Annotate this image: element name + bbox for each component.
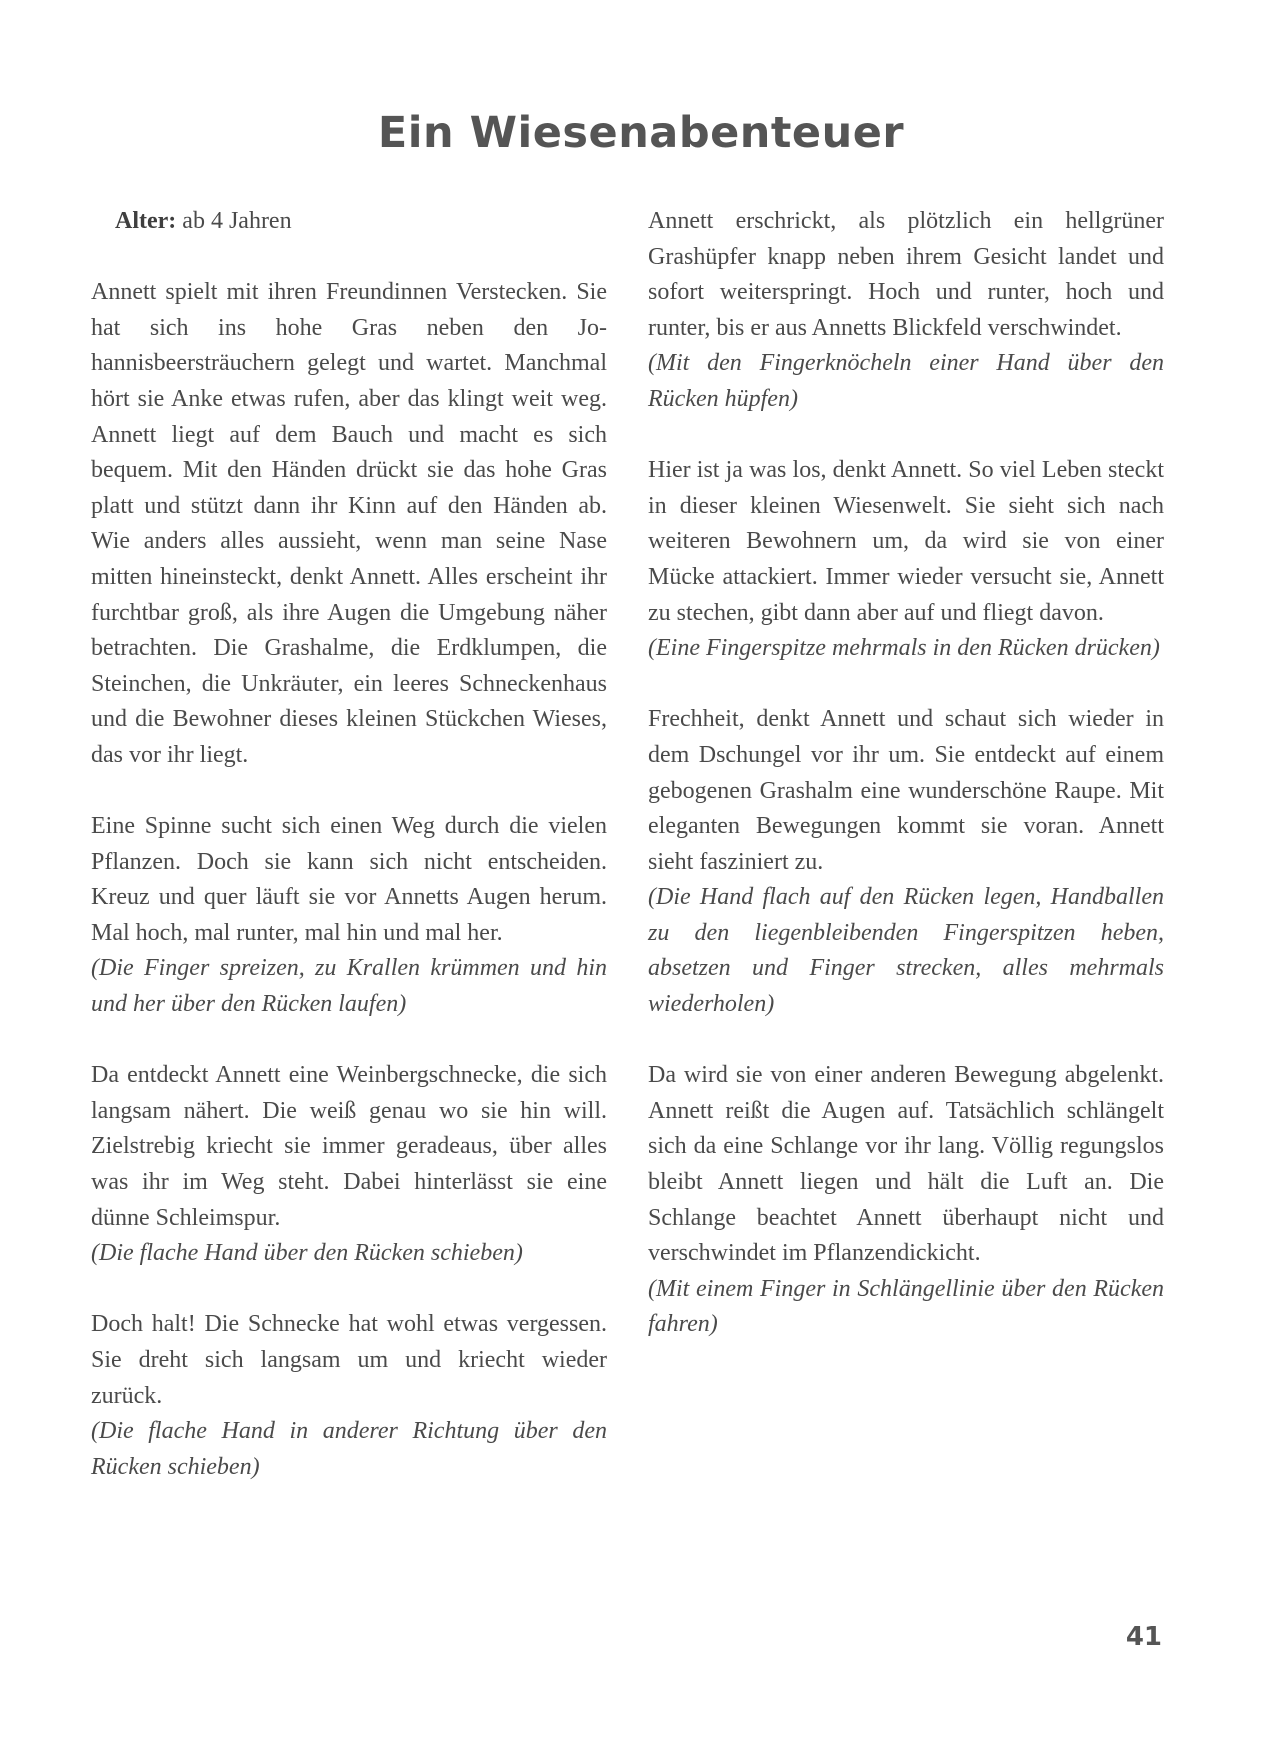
story-paragraph bbox=[648, 204, 1164, 418]
massage-instruction: (Mit den Fingerknöcheln einer Hand über den Rücken hüpfen) bbox=[648, 350, 1164, 412]
age-line bbox=[115, 204, 607, 240]
story-text: Doch halt! Die Schnecke hat wohl etwas vergessen. Sie dreht sich langsam um und kriecht wieder zurück. bbox=[91, 1311, 607, 1409]
story-paragraph bbox=[648, 453, 1164, 667]
massage-instruction: (Mit einem Finger in Schlängellinie über den Rücken fahren) bbox=[648, 1275, 1164, 1338]
story-paragraph bbox=[648, 1058, 1164, 1343]
story-text: Frechheit, denkt Annett und schaut sich wieder in dem Dschungel vor ihr um. Sie entdeckt auf einem gebogenen Grashalm eine wunderschöne Raupe. Mit eleganten Bewegungen kommt sie voran. Annett sieht fasziniert zu. bbox=[648, 706, 1164, 875]
massage-instruction: (Die Finger spreizen, zu Krallen krümmen und hin und her über den Rücken laufen) bbox=[91, 955, 607, 1018]
age-label: Alter: bbox=[115, 208, 177, 234]
story-text: Eine Spinne sucht sich einen Weg durch die vielen Pflanzen. Doch sie kann sich nicht entscheiden. Kreuz und quer läuft sie vor Annetts Augen herum. Mal hoch, mal runter, mal hin und mal her. bbox=[91, 813, 607, 946]
massage-instruction: (Die Hand flach auf den Rücken legen, Handballen zu den liegenbleibenden Fingerspitzen heben, absetzen und Finger strecken, alles mehrmals wiederholen) bbox=[648, 884, 1164, 1018]
story-paragraph bbox=[648, 702, 1164, 1022]
massage-instruction: (Die flache Hand in anderer Richtung über den Rücken schieben) bbox=[91, 1418, 607, 1480]
page-title: Ein Wiesenabenteuer bbox=[377, 108, 905, 158]
right-column bbox=[648, 204, 1164, 1343]
story-text: Annett spielt mit ihren Freundinnen Verstecken. Sie hat sich ins hohe Gras neben den Johannisbeersträuchern gelegt und wartet. Manchmal hört sie Anke etwas rufen, aber das klingt weit weg. Annett liegt auf dem Bauch und macht es sich bequem. Mit den Händen drückt sie das hohe Gras platt und stützt dann ihr Kinn auf den Händen ab. Wie anders alles aussieht, wenn man seine Nase mitten hineinsteckt, denkt Annett. Alles erscheint ihr furchtbar groß, als ihre Augen die Umgebung näher betrachten. Die Grashalme, die Erdklumpen, die Steinchen, die Unkräuter, ein leeres Schneckenhaus und die Bewohner dieses kleinen Stückchen Wieses, das vor ihr liegt. bbox=[91, 279, 607, 768]
story-paragraph bbox=[91, 275, 607, 773]
story-paragraph bbox=[91, 809, 607, 1023]
page-number: 41 bbox=[1125, 1622, 1162, 1652]
story-paragraph bbox=[91, 1058, 607, 1272]
left-column bbox=[91, 204, 607, 1485]
story-text: Annett erschrickt, als plötzlich ein hellgrüner Grashüpfer knapp neben ihrem Gesicht landet und sofort weiterspringt. Hoch und runter, hoch und runter, bis er aus Annetts Blickfeld verschwindet. bbox=[648, 208, 1164, 341]
story-text: Da wird sie von einer anderen Bewegung abgelenkt. Annett reißt die Augen auf. Tatsächlich schlängelt sich da eine Schlange vor ihr lang. Völlig regungslos bleibt Annett liegen und hält die Luft an. Die Schlange beachtet Annett überhaupt nicht und verschwindet im Pflanzendickicht. bbox=[648, 1062, 1164, 1267]
story-text: Hier ist ja was los, denkt Annett. So viel Leben steckt in dieser kleinen Wiesenwelt. Sie sieht sich nach weiteren Bewohnern um, da wird sie von einer Mücke attackiert. Immer wieder versucht sie, Annett zu stechen, gibt dann aber auf und fliegt davon. bbox=[648, 457, 1164, 626]
age-value: ab 4 Jahren bbox=[182, 208, 292, 234]
story-paragraph bbox=[91, 1307, 607, 1485]
massage-instruction: (Die flache Hand über den Rücken schieben) bbox=[91, 1240, 523, 1267]
massage-instruction: (Eine Fingerspitze mehrmals in den Rücken drücken) bbox=[648, 635, 1160, 662]
story-text: Da entdeckt Annett eine Weinbergschnecke, die sich langsam nähert. Die weiß genau wo sie hin will. Zielstrebig kriecht sie immer geradeaus, über alles was ihr im Weg steht. Dabei hinterlässt sie eine dünne Schleimspur. bbox=[91, 1062, 607, 1231]
